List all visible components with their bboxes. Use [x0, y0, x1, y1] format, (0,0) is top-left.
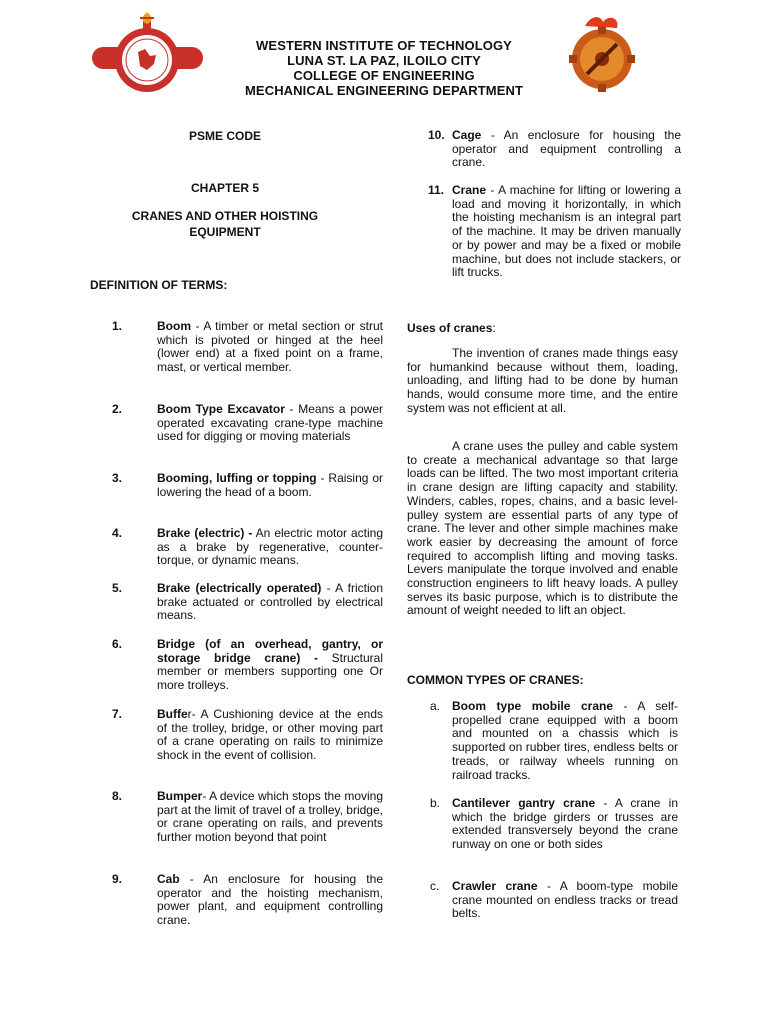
term-number: 7.	[112, 707, 123, 721]
term-name: Cage	[452, 128, 482, 142]
chapter-title-line2: EQUIPMENT	[189, 225, 261, 239]
type-name: Cantilever gantry crane	[452, 796, 596, 810]
type-definition: - A crane in which the bridge girders or trusses are extended transversely beyond the crane runway on one or both sides	[452, 796, 678, 852]
type-definition: - A self-propelled crane equipped with a boom and mounted on a chassis which is supported on rubber tires, endless belts or treads, or railway wheels running on railroad tracks.	[452, 699, 678, 782]
term-definition: - A device which stops the moving part at the limit of travel of a trolley, bridge, or crane operating on rails, and prevents further motion beyond that point	[157, 789, 383, 845]
types-heading: COMMON TYPES OF CRANES:	[407, 673, 584, 687]
term-name: Brake (electrically operated)	[157, 581, 322, 595]
term-definition: - Raising or lowering the head of a boom.	[157, 471, 384, 499]
term-definition: - A friction brake actuated or controlled by electrical means.	[157, 581, 383, 623]
term-number: 10.	[428, 128, 445, 142]
term-number: 6.	[112, 637, 123, 651]
term-number: 2.	[112, 402, 123, 416]
term-definition: Structural member or members supporting one Or more trolleys.	[157, 650, 384, 693]
type-letter: a.	[430, 699, 441, 713]
term-number: 9.	[112, 872, 123, 886]
term-definition: - A timber or metal section or strut which is pivoted or hinged at the heel (lower end) at a fixed point on a frame, mast, or vertical member.	[157, 319, 383, 375]
term-name: Buffe	[157, 707, 188, 721]
term-definition: - An enclosure for housing the operator and the hoisting mechanism, power plant, and equipment controlling crane.	[157, 872, 383, 928]
term-definition: - An enclosure for housing the operator and equipment controlling a crane.	[452, 128, 681, 170]
uses-paragraph-1: The invention of cranes made things easy for humankind because without them, loading, unloading, and lifting had to be done by human hands, would consume more time, and the entire system was not efficient at all.	[407, 346, 678, 415]
chapter-heading: CHAPTER 5	[190, 181, 259, 195]
chapter-title-line1: CRANES AND OTHER HOISTING	[131, 209, 319, 223]
type-definition: - A boom-type mobile crane mounted on endless tracks or tread belts.	[452, 879, 678, 921]
term-definition: An electric motor acting as a brake by regenerative, counter-torque, or dynamic means.	[157, 526, 383, 568]
type-letter: b.	[430, 796, 441, 810]
psme-code-heading: PSME CODE	[188, 129, 261, 143]
term-name: Booming, luffing or topping	[157, 471, 317, 485]
term-name: Boom Type Excavator	[157, 402, 285, 416]
term-number: 4.	[112, 526, 123, 540]
institute-address: LUNA ST. LA PAZ, ILOILO CITY	[287, 53, 481, 68]
type-name: Boom type mobile crane	[452, 699, 613, 713]
term-number: 5.	[112, 581, 123, 595]
department-name: MECHANICAL ENGINEERING DEPARTMENT	[245, 83, 523, 98]
uses-heading: Uses of cranes:	[407, 321, 496, 335]
type-name: Crawler crane	[452, 879, 538, 893]
definition-heading: DEFINITION OF TERMS:	[90, 278, 228, 292]
term-name: Brake (electric) -	[157, 526, 253, 540]
term-number: 11.	[428, 183, 445, 197]
institute-name: WESTERN INSTITUTE OF TECHNOLOGY	[256, 38, 512, 53]
term-number: 3.	[112, 471, 123, 485]
term-number: 8.	[112, 789, 123, 803]
term-name: Crane	[452, 183, 487, 197]
term-definition: - Means a power operated excavating crane-type machine used for digging or moving materials	[157, 402, 383, 444]
term-name: Cab	[157, 872, 180, 886]
type-letter: c.	[430, 879, 440, 893]
term-name: Bridge (of an overhead, gantry, or storage bridge crane) -	[157, 637, 383, 665]
term-definition: r- A Cushioning device at the ends of the trolley, bridge, or other moving part of a crane operating on rails to minimize shock in the event of collision.	[157, 707, 383, 763]
term-number: 1.	[112, 319, 123, 333]
term-name: Bumper	[157, 789, 203, 803]
institution-header	[0, 38, 768, 98]
term-definition: - A machine for lifting or lowering a load and moving it horizontally, in which the hoisting mechanism is an integral part of the machine. It may be driven manually or by power and may be a fixed or mobile machine, but does not include stackers, or lift trucks.	[452, 183, 681, 280]
college-name: COLLEGE OF ENGINEERING	[293, 68, 475, 83]
term-name: Boom	[157, 319, 191, 333]
uses-paragraph-2: A crane uses the pulley and cable system to create a mechanical advantage so that large loads can be lifted. The two most important criteria in crane design are lifting capacity and stability. Winders, cables, ropes, chains, and a basic level-pulley system are essential parts of any type of crane. The lever and other simple machines make work easier by decreasing the amount of force required to accomplish lifting and moving tasks. Levers manipulate the torque involved and enable construction engineers to lift heavy loads. A pulley serves its basic purpose, which is to distribute the amount of weight needed to lift an object.	[407, 439, 678, 618]
